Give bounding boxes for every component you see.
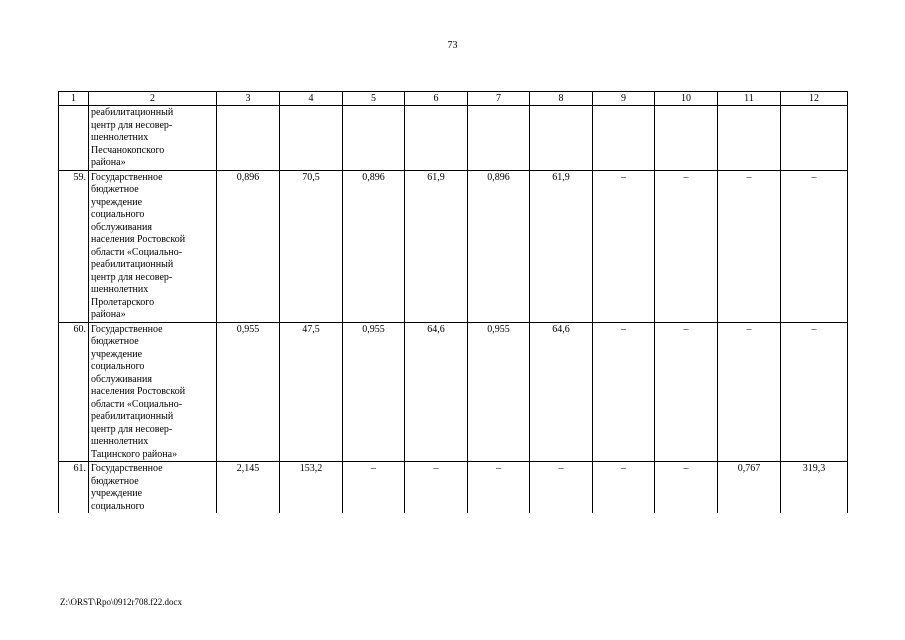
institution-name-line: Тацинского района» <box>91 448 178 460</box>
value-cell <box>593 106 655 171</box>
column-header: 8 <box>530 92 593 106</box>
institution-name-line: социального <box>91 209 145 220</box>
value-cell: 47,5 <box>280 322 343 462</box>
institution-name-line: шеннолетних <box>91 436 149 447</box>
institution-name-line: учреждение <box>91 196 143 208</box>
value-cell <box>343 106 405 171</box>
institution-name <box>89 106 217 171</box>
value-cell: – <box>593 322 655 462</box>
value-cell: 0,896 <box>468 170 530 322</box>
row-number: 61. <box>59 462 89 514</box>
institution-name-line: учреждение <box>91 488 143 499</box>
table-row <box>59 462 848 514</box>
institution-name-line: бюджетное <box>91 475 139 487</box>
value-cell: 0,955 <box>217 322 280 462</box>
institution-name-line: бюджетное <box>91 184 139 195</box>
value-cell <box>468 106 530 171</box>
institution-name-line: Пролетарского <box>91 296 155 308</box>
value-cell: 0,896 <box>343 170 405 322</box>
institution-name-line: центр для несовер- <box>91 271 173 283</box>
institution-name-line: Государственное <box>91 463 163 474</box>
value-cell: 2,145 <box>217 462 280 514</box>
table-header-row <box>59 92 848 106</box>
value-cell <box>405 106 468 171</box>
value-cell: – <box>468 462 530 514</box>
institution-name-line: социального <box>91 361 145 372</box>
column-header: 7 <box>468 92 530 106</box>
value-cell: – <box>593 462 655 514</box>
value-cell: 64,6 <box>405 322 468 462</box>
institution-name-line: бюджетное <box>91 336 139 347</box>
institution-name-line: населения Ростовской <box>91 386 186 397</box>
table-row <box>59 170 848 322</box>
value-cell: – <box>343 462 405 514</box>
value-cell: 64,6 <box>530 322 593 462</box>
row-number: 60. <box>59 322 89 462</box>
table-row <box>59 106 848 171</box>
column-header: 5 <box>343 92 405 106</box>
column-header: 6 <box>405 92 468 106</box>
value-cell: – <box>718 322 781 462</box>
value-cell: 0,955 <box>343 322 405 462</box>
value-cell: – <box>655 170 718 322</box>
value-cell: – <box>655 322 718 462</box>
institution-name-line: реабилитационный <box>91 107 174 118</box>
page-number: 73 <box>447 40 458 51</box>
value-cell: 0,767 <box>718 462 781 514</box>
value-cell: – <box>593 170 655 322</box>
institution-name-line: Государственное <box>91 323 163 335</box>
institution-name-line: шеннолетних <box>91 132 149 143</box>
value-cell: 61,9 <box>405 170 468 322</box>
institution-name-line: Государственное <box>91 171 163 183</box>
table-row <box>59 322 848 462</box>
column-header: 1 <box>59 92 89 106</box>
institution-name-line: района» <box>91 157 126 168</box>
institution-name-line: обслуживания <box>91 221 152 233</box>
value-cell <box>655 106 718 171</box>
value-cell: – <box>655 462 718 514</box>
institution-name <box>89 170 217 322</box>
institution-name-line: области «Социально- <box>91 246 183 258</box>
value-cell: – <box>781 322 848 462</box>
value-cell: – <box>781 170 848 322</box>
institution-name-line: социального <box>91 500 145 512</box>
row-number <box>59 106 89 171</box>
column-header: 11 <box>718 92 781 106</box>
institution-name-line: населения Ростовской <box>91 234 186 245</box>
value-cell <box>280 106 343 171</box>
institution-name <box>89 322 217 462</box>
institution-name-line: района» <box>91 309 126 320</box>
data-table <box>58 91 848 513</box>
value-cell: 70,5 <box>280 170 343 322</box>
column-header: 3 <box>217 92 280 106</box>
institution-name-line: реабилитационный <box>91 411 174 422</box>
value-cell <box>217 106 280 171</box>
footer-file-path: Z:\ORST\Rpo\0912r708.f22.docx <box>60 597 182 607</box>
institution-name-line: Песчанокопского <box>91 144 165 156</box>
institution-name-line: шеннолетних <box>91 284 149 295</box>
value-cell <box>718 106 781 171</box>
value-cell: 61,9 <box>530 170 593 322</box>
value-cell: 153,2 <box>280 462 343 514</box>
institution-name-line: обслуживания <box>91 373 152 385</box>
value-cell: 319,3 <box>781 462 848 514</box>
column-header: 2 <box>89 92 217 106</box>
value-cell: 0,955 <box>468 322 530 462</box>
row-number: 59. <box>59 170 89 322</box>
institution-name-line: центр для несовер- <box>91 423 173 435</box>
value-cell: – <box>405 462 468 514</box>
column-header: 4 <box>280 92 343 106</box>
column-header: 12 <box>781 92 848 106</box>
value-cell <box>781 106 848 171</box>
column-header: 9 <box>593 92 655 106</box>
value-cell: 0,896 <box>217 170 280 322</box>
value-cell: – <box>530 462 593 514</box>
institution-name-line: реабилитационный <box>91 259 174 270</box>
institution-name-line: учреждение <box>91 348 143 360</box>
value-cell: – <box>718 170 781 322</box>
institution-name-line: области «Социально- <box>91 398 183 410</box>
institution-name-line: центр для несовер- <box>91 119 173 131</box>
column-header: 10 <box>655 92 718 106</box>
institution-name <box>89 462 217 514</box>
value-cell <box>530 106 593 171</box>
